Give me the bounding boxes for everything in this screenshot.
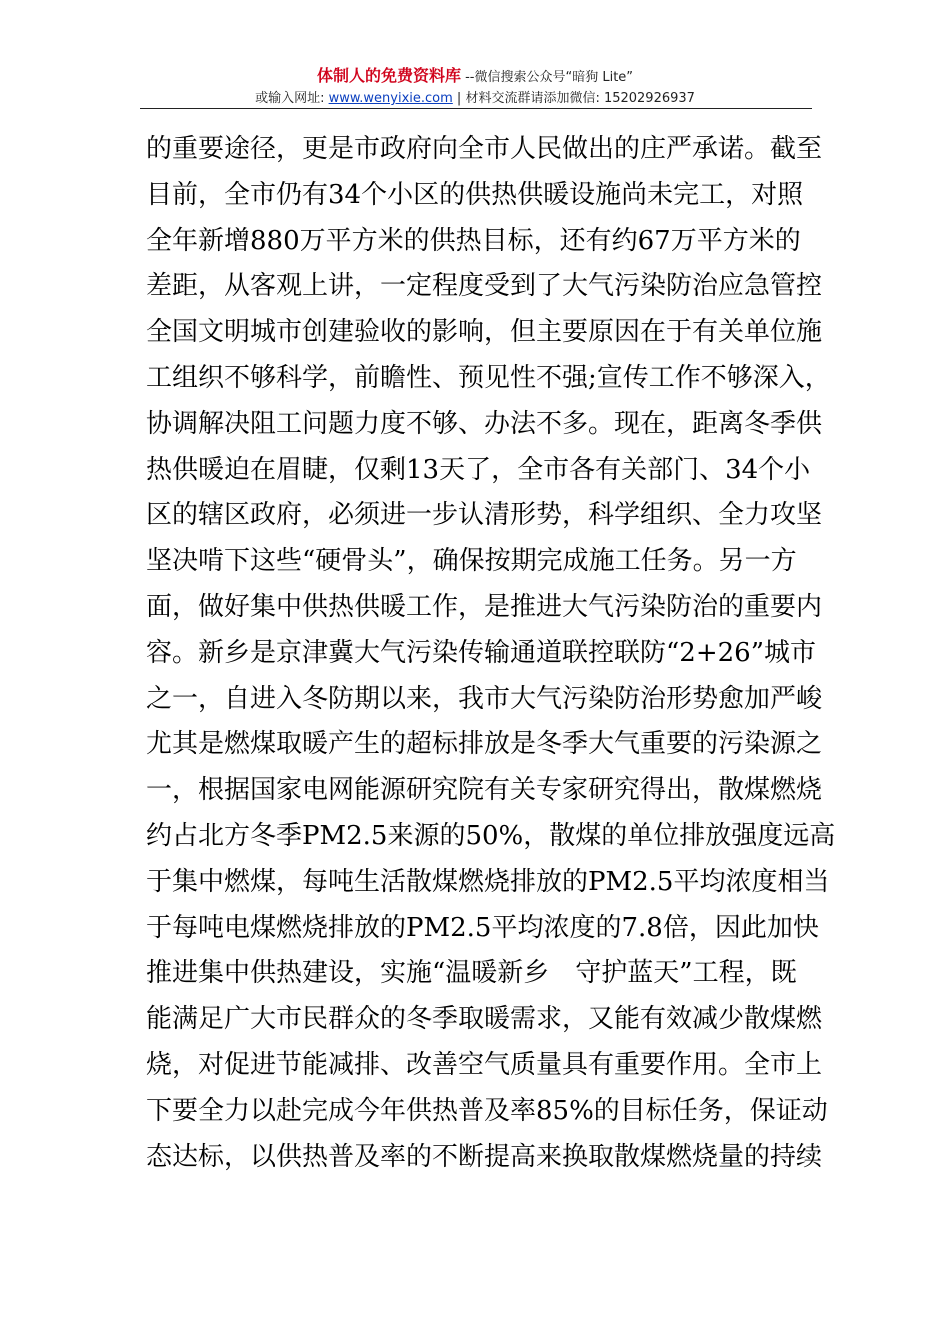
body-line: 尤其是燃煤取暖产生的超标排放是冬季大气重要的污染源之: [146, 729, 823, 760]
body-line: 热供暖迫在眉睫，仅剩13天了，全市各有关部门、34个小: [146, 454, 811, 485]
body-line: 工组织不够科学，前瞻性、预见性不强;宣传工作不够深入，: [146, 362, 831, 393]
body-line: 下要全力以赴完成今年供热普及率85%的目标任务，保证动: [146, 1095, 828, 1126]
website-link[interactable]: www.wenyixie.com: [328, 91, 453, 106]
body-line: 全国文明城市创建验收的影响，但主要原因在于有关单位施: [146, 317, 823, 348]
document-body: [146, 127, 836, 1180]
body-line: 能满足广大市民群众的冬季取暖需求，又能有效减少散煤燃: [146, 1004, 823, 1035]
body-line: 烧，对促进节能减排、改善空气质量具有重要作用。全市上: [146, 1049, 823, 1080]
body-line: 态达标，以供热普及率的不断提高来换取散煤燃烧量的持续: [146, 1141, 823, 1172]
document-header: [0, 66, 950, 108]
contact-info: | 材料交流群请添加微信: 15202926937: [452, 91, 695, 106]
body-line: 坚决啃下这些“硬骨头”，确保按期完成施工任务。另一方: [146, 546, 797, 577]
body-line: 于集中燃煤，每吨生活散煤燃烧排放的PM2.5平均浓度相当: [146, 866, 830, 897]
body-line: 于每吨电煤燃烧排放的PM2.5平均浓度的7.8倍，因此加快: [146, 912, 819, 943]
body-line: 的重要途径，更是市政府向全市人民做出的庄严承诺。截至: [146, 134, 823, 164]
brand-title: 体制人的免费资料库: [316, 66, 461, 85]
header-contact-line: [0, 90, 950, 108]
body-line: 之一，自进入冬防期以来，我市大气污染防治形势愈加严峻: [146, 683, 823, 714]
body-line: 约占北方冬季PM2.5来源的50%，散煤的单位排放强度远高: [146, 820, 836, 851]
body-line: 差距，从客观上讲，一定程度受到了大气污染防治应急管控: [146, 271, 823, 302]
body-line: 全年新增880万平方米的供热目标，还有约67万平方米的: [146, 225, 801, 256]
body-line: 一，根据国家电网能源研究院有关专家研究得出，散煤燃烧: [146, 775, 823, 806]
body-line: 目前，全市仍有34个小区的供热供暖设施尚未完工，对照: [146, 179, 804, 210]
header-divider: [140, 108, 812, 109]
body-line: 面，做好集中供热供暖工作，是推进大气污染防治的重要内: [146, 591, 823, 622]
header-promo-line: [0, 66, 950, 88]
body-line: 协调解决阻工问题力度不够、办法不多。现在，距离冬季供: [146, 408, 823, 439]
url-prefix: 或输入网址:: [255, 91, 329, 106]
header-tagline: --微信搜索公众号“暗狗 Lite”: [460, 70, 634, 85]
body-line: 区的辖区政府，必须进一步认清形势，科学组织、全力攻坚: [146, 500, 823, 531]
body-line: 容。新乡是京津冀大气污染传输通道联控联防“2+26”城市: [146, 637, 816, 668]
body-line: 推进集中供热建设，实施“温暖新乡 守护蓝天”工程，既: [146, 958, 797, 989]
